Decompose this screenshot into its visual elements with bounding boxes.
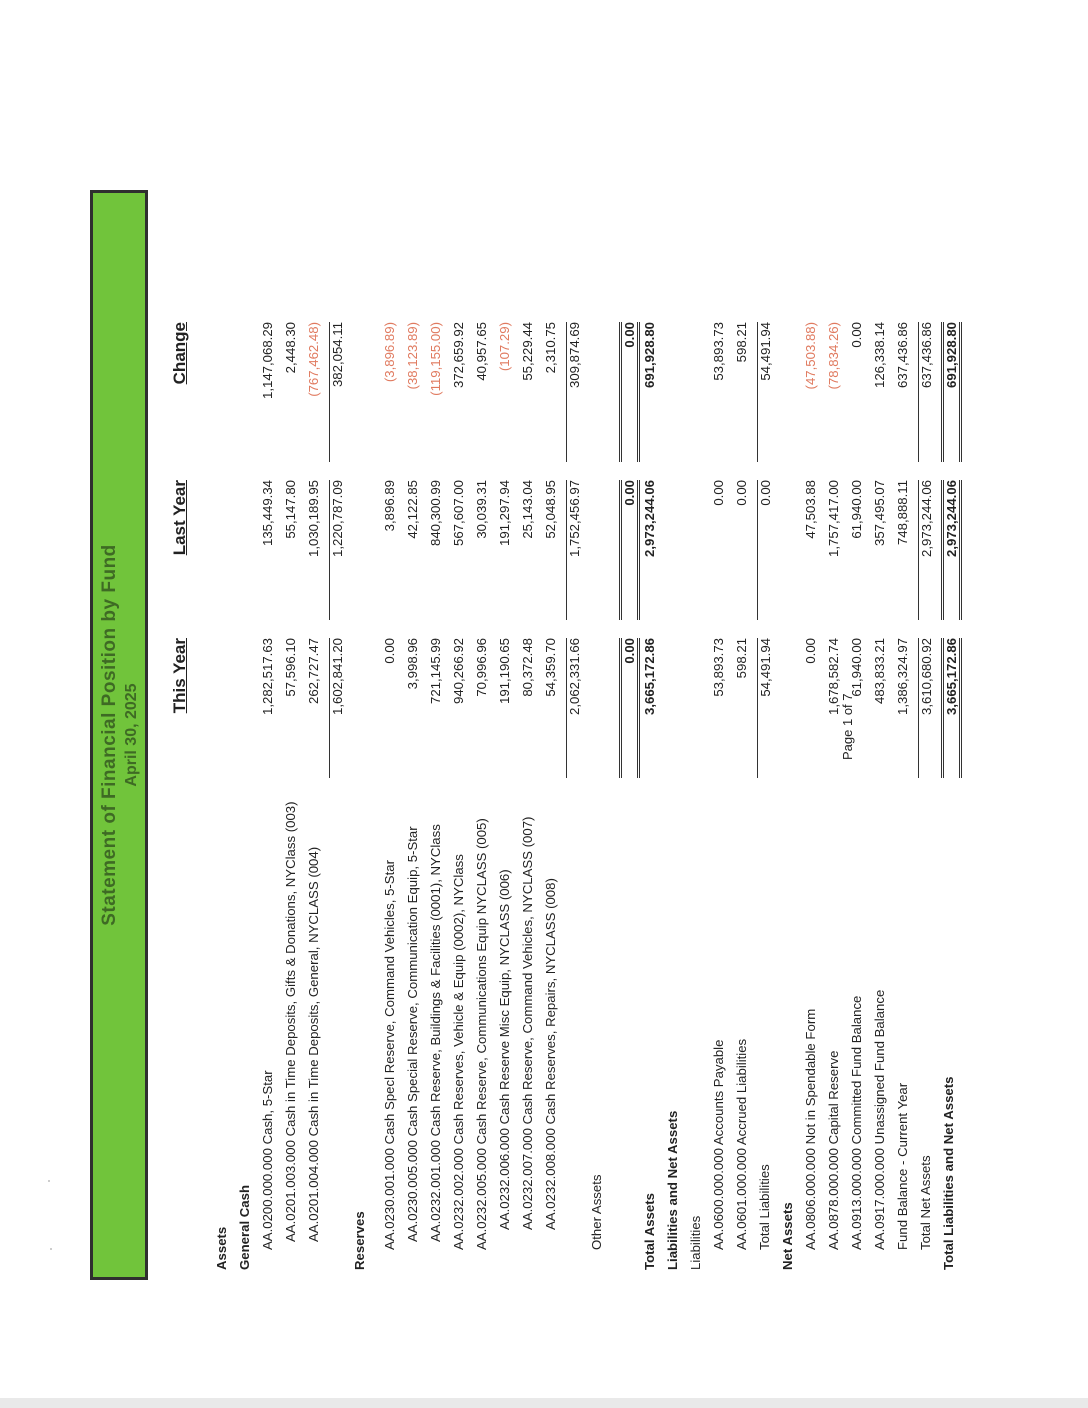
change-value: (767,462.48) xyxy=(306,322,321,397)
row-label: General Cash xyxy=(237,1184,252,1270)
last-year-value: 191,297.94 xyxy=(497,480,512,547)
change-value: 0.00 xyxy=(849,322,864,348)
table-row xyxy=(753,170,776,1270)
table-row xyxy=(302,170,325,1270)
last-year-value: 52,048.95 xyxy=(543,480,558,539)
this-year-value: 80,372.48 xyxy=(520,638,535,697)
row-label: Net Assets xyxy=(780,1202,795,1270)
this-year-value: 57,596.10 xyxy=(283,638,298,697)
row-label: Fund Balance - Current Year xyxy=(895,1082,910,1250)
table-row xyxy=(233,170,256,1270)
row-label: AA.0806.000.000 Not in Spendable Form xyxy=(803,1008,818,1250)
last-year-value: 2,973,244.06 xyxy=(642,480,657,558)
column-header-this-year: This Year xyxy=(170,638,189,714)
this-year-value: 0.00 xyxy=(382,638,397,664)
table-row xyxy=(325,170,348,1270)
change-value: 126,338.14 xyxy=(872,322,887,389)
change-value: 372,659.92 xyxy=(451,322,466,389)
statement-date: April 30, 2025 xyxy=(123,683,140,787)
last-year-value: 1,030,189.95 xyxy=(306,480,321,558)
change-value: 53,893.73 xyxy=(711,322,726,381)
table-row xyxy=(937,170,960,1270)
this-year-value: 0.00 xyxy=(619,638,640,778)
change-value: 1,147,068.29 xyxy=(260,322,275,400)
last-year-value: 135,449.34 xyxy=(260,480,275,547)
row-label: AA.0230.005.000 Cash Special Reserve, Communication Equip, 5-Star xyxy=(405,826,420,1242)
change-value: (47,503.88) xyxy=(803,322,818,390)
table-row xyxy=(539,170,562,1270)
table-row xyxy=(684,170,707,1270)
table-row xyxy=(210,170,233,1270)
this-year-value: 2,062,331.66 xyxy=(566,638,582,778)
this-year-value: 483,833.21 xyxy=(872,638,887,705)
change-value: 691,928.80 xyxy=(941,322,962,462)
table-row xyxy=(348,170,378,1270)
last-year-value: 2,973,244.06 xyxy=(941,480,962,620)
row-label: AA.0232.002.000 Cash Reserves, Vehicle & Equip (0002), NYClass xyxy=(451,854,466,1250)
row-label: AA.0600.000.000 Accounts Payable xyxy=(711,1039,726,1250)
scan-speck xyxy=(50,1248,52,1250)
this-year-value: 53,893.73 xyxy=(711,638,726,697)
this-year-value: 1,678,582.74 xyxy=(826,638,841,716)
table-row xyxy=(638,170,661,1270)
last-year-value: 2,973,244.06 xyxy=(918,480,934,620)
this-year-value: 191,190.65 xyxy=(497,638,512,705)
scan-edge-shadow xyxy=(0,1398,1088,1408)
table-row xyxy=(378,170,401,1270)
row-label: AA.0201.004.000 Cash in Time Deposits, General, NYCLASS (004) xyxy=(306,846,321,1242)
change-value: (38,123.89) xyxy=(405,322,420,390)
last-year-value: 3,896.89 xyxy=(382,480,397,532)
row-label: AA.0913.000.000 Committed Fund Balance xyxy=(849,995,864,1250)
row-label: AA.0878.000.000 Capital Reserve xyxy=(826,1050,841,1250)
change-value: 309,874.69 xyxy=(566,322,582,462)
last-year-value: 567,607.00 xyxy=(451,480,466,547)
last-year-value: 61,940.00 xyxy=(849,480,864,539)
table-row xyxy=(562,170,585,1270)
last-year-value: 0.00 xyxy=(734,480,749,506)
row-label: AA.0232.006.000 Cash Reserve Misc Equip, NYCLASS (006) xyxy=(497,869,512,1230)
change-value: 2,310.75 xyxy=(543,322,558,374)
change-value: (107.29) xyxy=(497,322,512,372)
change-value: 637,436.86 xyxy=(918,322,934,462)
last-year-value: 1,752,456.97 xyxy=(566,480,582,620)
table-row xyxy=(776,170,799,1270)
change-value: 55,229.44 xyxy=(520,322,535,381)
table-row xyxy=(470,170,493,1270)
change-value: 637,436.86 xyxy=(895,322,910,389)
statement-title-banner xyxy=(90,190,148,1280)
row-label: Reserves xyxy=(352,1211,367,1270)
this-year-value: 54,491.94 xyxy=(757,638,773,778)
change-value: 691,928.80 xyxy=(642,322,657,389)
table-row xyxy=(493,170,516,1270)
table-row xyxy=(707,170,730,1270)
table-row xyxy=(615,170,638,1270)
last-year-value: 25,143.04 xyxy=(520,480,535,539)
change-value: 598.21 xyxy=(734,322,749,363)
this-year-value: 721,145.99 xyxy=(428,638,443,705)
last-year-value: 47,503.88 xyxy=(803,480,818,539)
this-year-value: 1,386,324.97 xyxy=(895,638,910,716)
this-year-value: 940,266.92 xyxy=(451,638,466,705)
table-row xyxy=(447,170,470,1270)
this-year-value: 1,602,841.20 xyxy=(329,638,345,778)
change-value: 382,054.11 xyxy=(329,322,345,462)
this-year-value: 598.21 xyxy=(734,638,749,679)
change-value: 54,491.94 xyxy=(757,322,773,462)
this-year-value: 1,282,517.63 xyxy=(260,638,275,716)
table-row xyxy=(891,170,914,1270)
this-year-value: 3,665,172.86 xyxy=(642,638,657,716)
last-year-value: 1,757,417.00 xyxy=(826,480,841,558)
this-year-value: 70,996.96 xyxy=(474,638,489,697)
row-label: AA.0917.000.000 Unassigned Fund Balance xyxy=(872,989,887,1250)
last-year-value: 42,122.85 xyxy=(405,480,420,539)
row-label: AA.0230.001.000 Cash Specl Reserve, Command Vehicles, 5-Star xyxy=(382,860,397,1250)
scan-speck xyxy=(48,1180,50,1182)
table-row xyxy=(585,170,615,1270)
row-label: AA.0232.001.000 Cash Reserve, Buildings & Facilities (0001), NYClass xyxy=(428,824,443,1242)
row-label: AA.0232.005.000 Cash Reserve, Communications Equip NYCLASS (005) xyxy=(474,818,489,1250)
row-label: AA.0232.007.000 Cash Reserve, Command Vehicles, NYCLASS (007) xyxy=(520,816,535,1230)
table-row xyxy=(868,170,891,1270)
page-number: Page 1 of 7 xyxy=(840,693,855,760)
last-year-value: 0.00 xyxy=(619,480,640,620)
table-row xyxy=(279,170,302,1270)
this-year-value: 54,359.70 xyxy=(543,638,558,697)
statement-title: Statement of Financial Position by Fund xyxy=(99,544,120,926)
table-row xyxy=(256,170,279,1270)
row-label: Total Liabilities and Net Assets xyxy=(941,1076,956,1270)
last-year-value: 748,888.11 xyxy=(895,480,910,546)
table-row xyxy=(516,170,539,1270)
change-value: 40,957.65 xyxy=(474,322,489,381)
change-value: (3,896.89) xyxy=(382,322,397,383)
row-label: AA.0201.003.000 Cash in Time Deposits, Gifts & Donations, NYClass (003) xyxy=(283,801,298,1242)
row-label: AA.0200.000.000 Cash, 5-Star xyxy=(260,1070,275,1250)
last-year-value: 30,039.31 xyxy=(474,480,489,539)
column-header-last-year: Last Year xyxy=(170,480,189,556)
this-year-value: 3,665,172.86 xyxy=(941,638,962,778)
change-value: (119,155.00) xyxy=(428,322,443,396)
change-value: 0.00 xyxy=(619,322,640,462)
row-label: Other Assets xyxy=(589,1174,604,1250)
table-row xyxy=(914,170,937,1270)
this-year-value: 3,610,680.92 xyxy=(918,638,934,778)
change-value: (78,834.26) xyxy=(826,322,841,390)
row-label: Liabilities and Net Assets xyxy=(665,1110,680,1270)
table-row xyxy=(799,170,822,1270)
last-year-value: 840,300.99 xyxy=(428,480,443,547)
last-year-value: 0.00 xyxy=(711,480,726,506)
table-row xyxy=(424,170,447,1270)
last-year-value: 55,147.80 xyxy=(283,480,298,539)
row-label: Liabilities xyxy=(688,1215,703,1270)
last-year-value: 0.00 xyxy=(757,480,773,620)
table-row xyxy=(401,170,424,1270)
row-label: AA.0232.008.000 Cash Reserves, Repairs, NYCLASS (008) xyxy=(543,878,558,1230)
last-year-value: 1,220,787.09 xyxy=(329,480,345,620)
last-year-value: 357,495.07 xyxy=(872,480,887,547)
table-row xyxy=(730,170,753,1270)
row-label: Total Liabilities xyxy=(757,1164,772,1250)
row-label: Total Assets xyxy=(642,1193,657,1270)
row-label: AA.0601.000.000 Accrued Liabilities xyxy=(734,1038,749,1250)
rotated-statement-page xyxy=(70,100,959,1300)
column-header-change: Change xyxy=(170,322,189,385)
this-year-value: 0.00 xyxy=(803,638,818,664)
row-label: Total Net Assets xyxy=(918,1155,933,1250)
change-value: 2,448.30 xyxy=(283,322,298,374)
table-row xyxy=(661,170,684,1270)
row-label: Assets xyxy=(214,1226,229,1270)
this-year-value: 61,940.00 xyxy=(849,638,864,697)
this-year-value: 262,727.47 xyxy=(306,638,321,705)
this-year-value: 3,998.96 xyxy=(405,638,420,690)
